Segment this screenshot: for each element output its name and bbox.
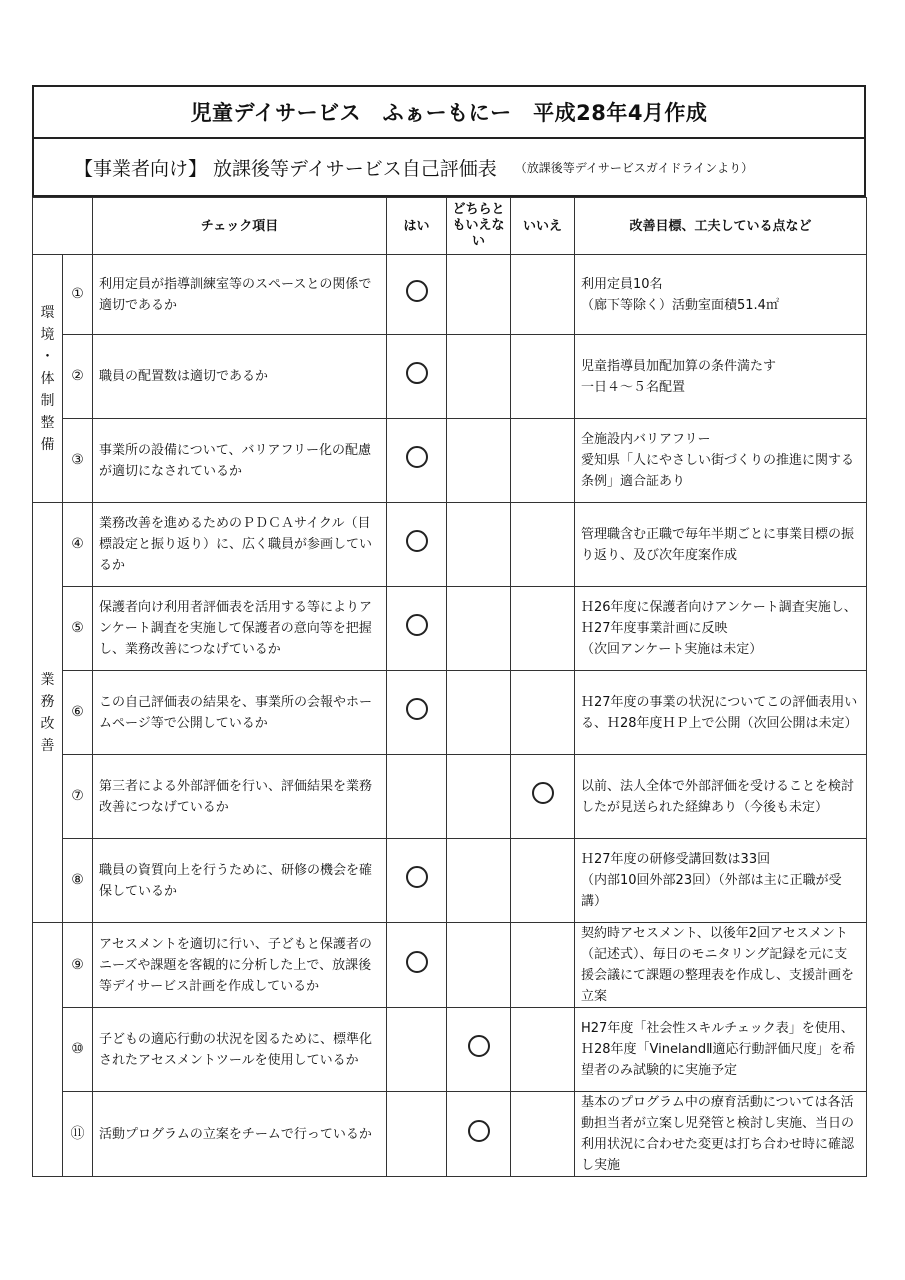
answer-cell[interactable] [447, 503, 511, 587]
table-row [33, 255, 867, 335]
category-char: 環 [40, 304, 55, 321]
answer-cell[interactable] [511, 419, 575, 503]
category-char: 制 [40, 392, 55, 409]
item-number: ② [63, 335, 93, 419]
check-item-text: 活動プログラムの立案をチームで行っているか [93, 1092, 387, 1177]
answer-cell[interactable] [387, 1092, 447, 1177]
improvement-note: 利用定員10名 （廊下等除く）活動室面積51.4㎡ [575, 255, 867, 335]
answer-cell[interactable] [387, 503, 447, 587]
answer-cell[interactable] [511, 503, 575, 587]
category-cell [33, 255, 63, 503]
item-number: ④ [63, 503, 93, 587]
selected-circle-icon [468, 1120, 490, 1142]
selected-circle-icon [406, 951, 428, 973]
table-row [33, 503, 867, 587]
check-item-text: 職員の資質向上を行うために、研修の機会を確保しているか [93, 839, 387, 923]
answer-cell[interactable] [511, 923, 575, 1008]
item-number: ⑥ [63, 671, 93, 755]
item-number: ⑪ [63, 1092, 93, 1177]
evaluation-table [32, 197, 867, 1177]
header-row [33, 198, 867, 255]
check-item-text: 子どもの適応行動の状況を図るために、標準化されたアセスメントツールを使用しているか [93, 1008, 387, 1092]
category-char: 業 [40, 671, 55, 688]
category-cell [33, 923, 63, 1177]
item-number: ① [63, 255, 93, 335]
selected-circle-icon [468, 1035, 490, 1057]
table-row [33, 587, 867, 671]
header-yes: はい [387, 198, 447, 255]
improvement-note: 全施設内バリアフリー 愛知県「人にやさしい街づくりの推進に関する条例」適合証あり [575, 419, 867, 503]
improvement-note: Ｈ27年度の事業の状況についてこの評価表用いる、Ｈ28年度ＨＰ上で公開（次回公開は未定） [575, 671, 867, 755]
check-item-text: 保護者向け利用者評価表を活用する等によりアンケート調査を実施して保護者の意向等を把握し、業務改善につなげているか [93, 587, 387, 671]
item-number: ⑩ [63, 1008, 93, 1092]
answer-cell[interactable] [387, 587, 447, 671]
check-item-text: この自己評価表の結果を、事業所の会報やホームページ等で公開しているか [93, 671, 387, 755]
category-char: 体 [40, 370, 55, 387]
answer-cell[interactable] [387, 335, 447, 419]
answer-cell[interactable] [511, 671, 575, 755]
check-item-text: 業務改善を進めるためのＰＤＣＡサイクル（目標設定と振り返り）に、広く職員が参画しているか [93, 503, 387, 587]
check-item-text: 利用定員が指導訓練室等のスペースとの関係で適切であるか [93, 255, 387, 335]
item-number: ③ [63, 419, 93, 503]
answer-cell[interactable] [447, 839, 511, 923]
answer-cell[interactable] [387, 419, 447, 503]
answer-cell[interactable] [511, 255, 575, 335]
selected-circle-icon [406, 866, 428, 888]
table-row [33, 1008, 867, 1092]
check-item-text: 事業所の設備について、バリアフリー化の配慮が適切になされているか [93, 419, 387, 503]
answer-cell[interactable] [387, 755, 447, 839]
answer-cell[interactable] [387, 255, 447, 335]
category-char: 務 [40, 693, 55, 710]
table-row [33, 671, 867, 755]
header-blank [33, 198, 93, 255]
table-row [33, 923, 867, 1008]
answer-cell[interactable] [447, 335, 511, 419]
answer-cell[interactable] [511, 755, 575, 839]
header-no: いいえ [511, 198, 575, 255]
improvement-note: 児童指導員加配加算の条件満たす 一日４～５名配置 [575, 335, 867, 419]
table-row [33, 419, 867, 503]
category-char: 境 [40, 326, 55, 343]
category-char: 善 [40, 737, 55, 754]
answer-cell[interactable] [387, 1008, 447, 1092]
item-number: ⑤ [63, 587, 93, 671]
improvement-note: 基本のプログラム中の療育活動については各活動担当者が立案し児発管と検討し実施、当日の利用状況に合わせた変更は打ち合わせ時に確認し実施 [575, 1092, 867, 1177]
answer-cell[interactable] [387, 923, 447, 1008]
answer-cell[interactable] [511, 839, 575, 923]
answer-cell[interactable] [447, 419, 511, 503]
improvement-note: 管理職含む正職で毎年半期ごとに事業目標の振り返り、及び次年度案作成 [575, 503, 867, 587]
category-char: 備 [40, 436, 55, 453]
improvement-note: Ｈ27年度の研修受講回数は33回 （内部10回外部23回）（外部は主に正職が受講） [575, 839, 867, 923]
item-number: ⑨ [63, 923, 93, 1008]
category-cell [33, 503, 63, 923]
answer-cell[interactable] [447, 671, 511, 755]
answer-cell[interactable] [447, 587, 511, 671]
check-item-text: 職員の配置数は適切であるか [93, 335, 387, 419]
header-check-item: チェック項目 [93, 198, 387, 255]
selected-circle-icon [532, 782, 554, 804]
category-char: 整 [40, 414, 55, 431]
answer-cell[interactable] [511, 587, 575, 671]
document-subtitle [32, 139, 866, 197]
selected-circle-icon [406, 446, 428, 468]
selected-circle-icon [406, 698, 428, 720]
improvement-note: Ｈ26年度に保護者向けアンケート調査実施し、Ｈ27年度事業計画に反映 （次回アンケート実施は未定） [575, 587, 867, 671]
selected-circle-icon [406, 362, 428, 384]
answer-cell[interactable] [447, 755, 511, 839]
evaluation-sheet [32, 85, 866, 1177]
answer-cell[interactable] [387, 671, 447, 755]
category-char: 改 [40, 715, 55, 732]
header-notes: 改善目標、工夫している点など [575, 198, 867, 255]
answer-cell[interactable] [511, 1092, 575, 1177]
selected-circle-icon [406, 614, 428, 636]
improvement-note: H27年度「社会性スキルチェック表」を使用、Ｈ28年度「VinelandⅡ適応行動評価尺度」を希望者のみ試験的に実施予定 [575, 1008, 867, 1092]
check-item-text: 第三者による外部評価を行い、評価結果を業務改善につなげているか [93, 755, 387, 839]
subtitle-source-note: （放課後等デイサービスガイドラインより） [514, 160, 754, 175]
answer-cell[interactable] [387, 839, 447, 923]
answer-cell[interactable] [447, 1008, 511, 1092]
table-row [33, 1092, 867, 1177]
selected-circle-icon [406, 530, 428, 552]
answer-cell[interactable] [511, 335, 575, 419]
table-row [33, 839, 867, 923]
answer-cell[interactable] [447, 1092, 511, 1177]
table-row [33, 755, 867, 839]
improvement-note: 以前、法人全体で外部評価を受けることを検討したが見送られた経緯あり（今後も未定） [575, 755, 867, 839]
header-neither: どちらともいえない [447, 198, 511, 255]
selected-circle-icon [406, 280, 428, 302]
table-row [33, 335, 867, 419]
document-title: 児童デイサービス ふぁーもにー 平成28年4月作成 [32, 85, 866, 139]
answer-cell[interactable] [511, 1008, 575, 1092]
improvement-note: 契約時アセスメント、以後年2回アセスメント（記述式）、毎日のモニタリング記録を元に支援会議にて課題の整理表を作成し、支援計画を立案 [575, 923, 867, 1008]
answer-cell[interactable] [447, 255, 511, 335]
item-number: ⑧ [63, 839, 93, 923]
answer-cell[interactable] [447, 923, 511, 1008]
subtitle-main: 【事業者向け】 放課後等デイサービス自己評価表 [74, 157, 497, 180]
check-item-text: アセスメントを適切に行い、子どもと保護者のニーズや課題を客観的に分析した上で、放課後等デイサービス計画を作成しているか [93, 923, 387, 1008]
category-char: ・ [40, 348, 55, 365]
item-number: ⑦ [63, 755, 93, 839]
